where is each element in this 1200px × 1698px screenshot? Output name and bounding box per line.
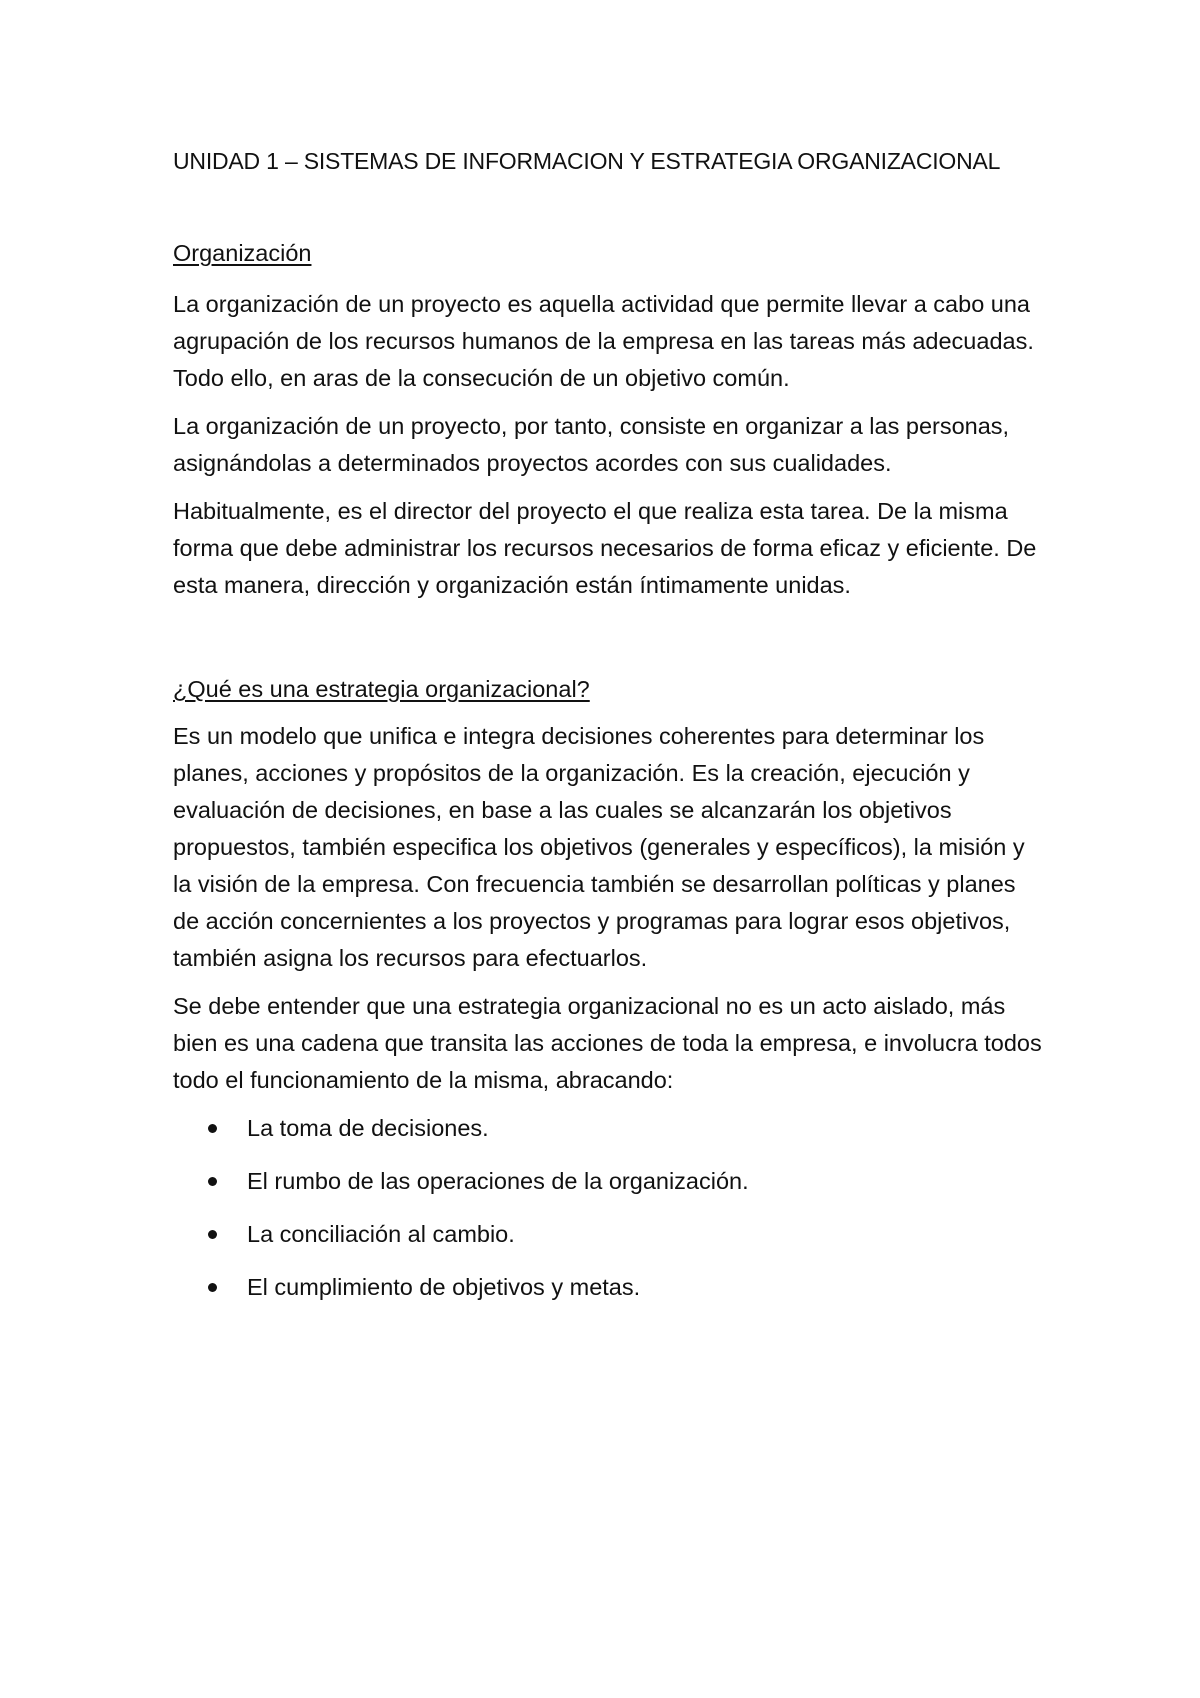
bullet-icon [208,1124,217,1133]
bullet-list [173,1110,1043,1306]
paragraph: Es un modelo que unifica e integra decisiones coherentes para determinar los planes, acciones y propósitos de la organización. Es la creación, ejecución y evaluación de decisiones, en base a las cuales se alcanzarán los objetivos propuestos, también especifica los objetivos (generales y específicos), la misión y la visión de la empresa. Con frecuencia también se desarrollan políticas y planes de acción concernientes a los proyectos y programas para lograr esos objetivos, también asigna los recursos para efectuarlos. [173,723,1025,971]
list-item-text: La conciliación al cambio. [247,1221,515,1247]
document-body [173,143,1043,1306]
paragraph: La organización de un proyecto es aquella actividad que permite llevar a cabo una agrupación de los recursos humanos de la empresa en las tareas más adecuadas. Todo ello, en aras de la consecución de un objetivo común. [173,291,1034,391]
list-item-text: El cumplimiento de objetivos y metas. [247,1274,641,1300]
list-item-text: La toma de decisiones. [247,1115,489,1141]
document-title: UNIDAD 1 – SISTEMAS DE INFORMACION Y ESTRATEGIA ORGANIZACIONAL [173,148,1001,174]
list-item [173,1110,1043,1147]
section-heading-organizacion: Organización [173,240,312,266]
bullet-icon [208,1177,217,1186]
section-heading-estrategia: ¿Qué es una estrategia organizacional? [173,676,590,702]
paragraph: Se debe entender que una estrategia organizacional no es un acto aislado, más bien es una cadena que transita las acciones de toda la empresa, e involucra todos todo el funcionamiento de la misma, abracando: [173,993,1042,1093]
list-item [173,1216,1043,1253]
paragraph: Habitualmente, es el director del proyecto el que realiza esta tarea. De la misma forma que debe administrar los recursos necesarios de forma eficaz y eficiente. De esta manera, dirección y organización están íntimamente unidas. [173,498,1037,598]
list-item [173,1269,1043,1306]
list-item [173,1163,1043,1200]
paragraph: La organización de un proyecto, por tanto, consiste en organizar a las personas, asignándolas a determinados proyectos acordes con sus cualidades. [173,413,1010,476]
list-item-text: El rumbo de las operaciones de la organización. [247,1168,749,1194]
bullet-icon [208,1230,217,1239]
bullet-icon [208,1283,217,1292]
